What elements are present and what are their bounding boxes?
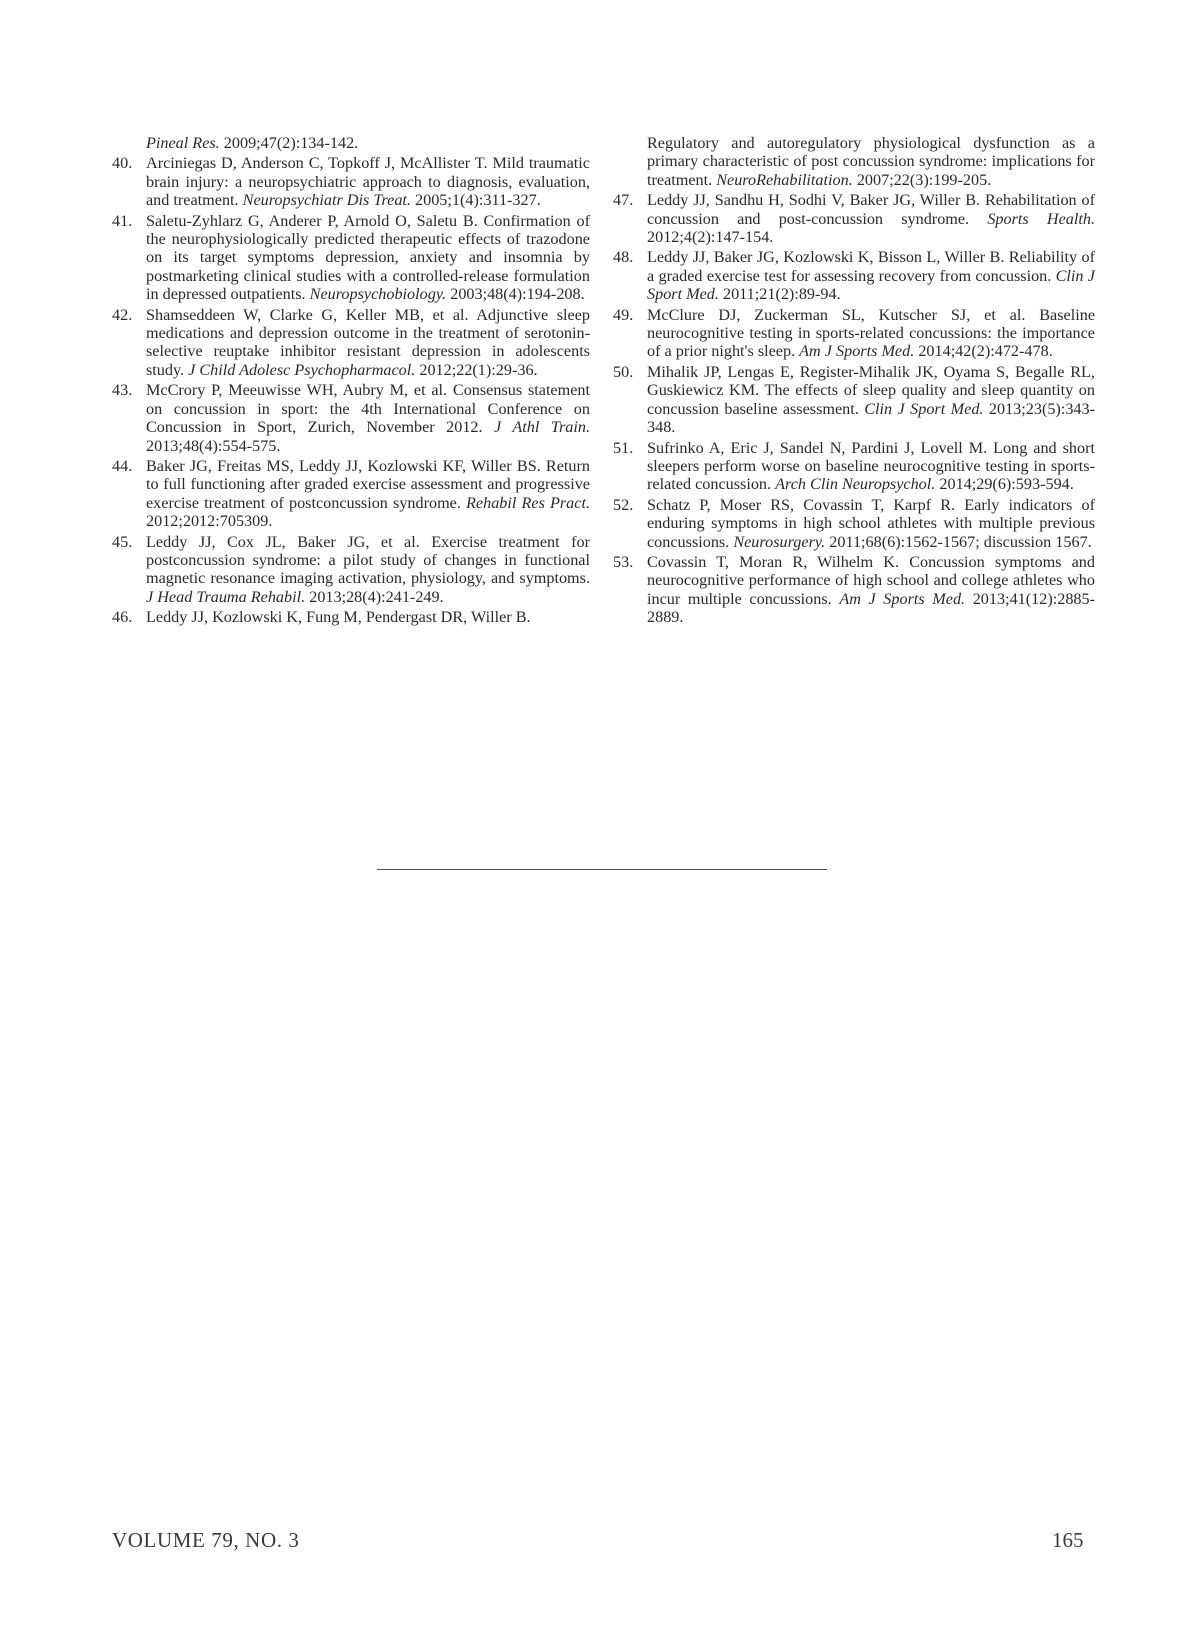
reference-tail: 2013;48(4):554-575. [146, 436, 281, 455]
reference-journal: J Head Trauma Rehabil. [146, 587, 306, 606]
reference-item-51 [613, 439, 1095, 494]
reference-number: 47. [613, 191, 634, 210]
reference-text: Leddy JJ, Kozlowski K, Fung M, Pendergast DR, Willer B. [146, 608, 531, 627]
reference-tail: 2007;22(3):199-205. [852, 170, 992, 189]
reference-journal: Clin J Sport Med. [647, 266, 1095, 304]
reference-item-42 [112, 306, 590, 380]
reference-text: Leddy JJ, Cox JL, Baker JG, et al. Exercise treatment for postconcussion syndrome: a pilot study of changes in functional magnetic resonance imaging activation, physiology, and symptoms. [146, 532, 590, 588]
reference-journal: Pineal Res. [146, 134, 220, 152]
reference-number: 46. [112, 608, 133, 627]
reference-tail: 2003;48(4):194-208. [446, 285, 585, 304]
references-right-column [613, 134, 1095, 629]
reference-item-52 [613, 496, 1095, 551]
reference-item-44 [112, 457, 590, 531]
reference-journal: Sports Health. [987, 209, 1095, 228]
reference-text: Regulatory and autoregulatory physiological dysfunction as a primary characteristic of post concussion syndrome: implications for treatment. [647, 134, 1095, 189]
reference-text: Mihalik JP, Lengas E, Register-Mihalik JK, Oyama S, Begalle RL, Guskiewicz KM. The effects of sleep quality and sleep quantity on concussion baseline assessment. [647, 362, 1095, 418]
reference-journal: Am J Sports Med. [799, 342, 915, 361]
references-left-column [112, 134, 590, 629]
reference-journal: Neuropsychiatr Dis Treat. [242, 191, 411, 210]
reference-journal: Rehabil Res Pract. [466, 493, 590, 512]
reference-number: 44. [112, 456, 133, 475]
reference-text: McClure DJ, Zuckerman SL, Kutscher SJ, et al. Baseline neurocognitive testing in sports-related concussions: the importance of a prior night's sleep. [647, 305, 1095, 361]
reference-number: 43. [112, 381, 133, 400]
reference-text: Shamseddeen W, Clarke G, Keller MB, et al. Adjunctive sleep medications and depression outcome in the treatment of serotonin-selective reuptake inhibitor resistant depression in adolescents study. [146, 305, 590, 379]
reference-text: Schatz P, Moser RS, Covassin T, Karpf R. Early indicators of enduring symptoms in high school athletes with multiple previous concussions. [647, 495, 1095, 551]
reference-text: Arciniegas D, Anderson C, Topkoff J, McAllister T. Mild traumatic brain injury: a neuropsychiatric approach to diagnosis, evaluation, and treatment. [146, 154, 590, 210]
footer-page-number: 165 [1052, 1528, 1084, 1552]
reference-text: Baker JG, Freitas MS, Leddy JJ, Kozlowski KF, Willer BS. Return to full functioning after graded exercise assessment and progressive exercise treatment of postconcussion syndrome. [146, 456, 590, 512]
reference-number: 45. [112, 532, 133, 551]
reference-journal: J Child Adolesc Psychopharmacol. [188, 360, 416, 379]
reference-number: 40. [112, 154, 133, 173]
reference-journal: NeuroRehabilitation. [716, 170, 853, 189]
reference-number: 53. [613, 552, 634, 571]
reference-tail: 2014;42(2):472-478. [914, 342, 1053, 361]
reference-item-47 [613, 191, 1095, 246]
reference-item-41 [112, 212, 590, 304]
reference-number: 42. [112, 305, 133, 324]
reference-tail: 2012;22(1):29-36. [415, 360, 538, 379]
reference-journal: Neurosurgery. [733, 532, 826, 551]
reference-tail: 2012;4(2):147-154. [647, 228, 774, 247]
reference-continuation [613, 134, 1095, 189]
reference-number: 52. [613, 495, 634, 514]
reference-item-50 [613, 363, 1095, 437]
reference-text: Covassin T, Moran R, Wilhelm K. Concussion symptoms and neurocognitive performance of high school and college athletes who incur multiple concussions. [647, 552, 1095, 608]
reference-item-48 [613, 248, 1095, 303]
reference-tail: 2005;1(4):311-327. [410, 191, 541, 210]
reference-journal: J Athl Train. [494, 418, 591, 437]
reference-number: 48. [613, 248, 634, 267]
reference-tail: 2014;29(6):593-594. [935, 475, 1074, 494]
footer-volume: VOLUME 79, NO. 3 [112, 1528, 300, 1552]
reference-tail: 2013;28(4):241-249. [305, 587, 444, 606]
reference-number: 41. [112, 211, 133, 230]
reference-item-43 [112, 381, 590, 455]
reference-tail: 2011;68(6):1562-1567; discussion 1567. [825, 532, 1092, 551]
reference-journal: Neuropsychobiology. [309, 285, 447, 304]
reference-item-45 [112, 533, 590, 607]
reference-item-46 [112, 608, 590, 626]
reference-tail: 2009;47(2):134-142. [219, 134, 359, 152]
reference-tail: 2012;2012:705309. [146, 512, 273, 531]
reference-text: Sufrinko A, Eric J, Sandel N, Pardini J, Lovell M. Long and short sleepers perform worse on baseline neurocognitive testing in sports-related concussion. [647, 438, 1095, 494]
reference-text: Saletu-Zyhlarz G, Anderer P, Arnold O, Saletu B. Confirmation of the neurophysiologically predicted therapeutic effects of trazodone on its target symptoms depression, anxiety and insomnia by postmarketing clinical studies with a controlled-release formulation in depressed outpatients. [146, 211, 590, 304]
reference-item-53 [613, 553, 1095, 627]
reference-tail: 2013;23(5):343-348. [647, 399, 1095, 437]
reference-item-40 [112, 154, 590, 209]
reference-tail: 2011;21(2):89-94. [718, 285, 841, 304]
reference-text: McCrory P, Meeuwisse WH, Aubry M, et al. Consensus statement on concussion in sport: the 4th International Conference on Concussion in Sport, Zurich, November 2012. [146, 381, 590, 437]
reference-text: Leddy JJ, Sandhu H, Sodhi V, Baker JG, Willer B. Rehabilitation of concussion and post-concussion syndrome. [647, 191, 1095, 228]
reference-item-49 [613, 306, 1095, 361]
reference-number: 49. [613, 305, 634, 324]
reference-number: 50. [613, 362, 634, 381]
reference-journal: Clin J Sport Med. [864, 399, 984, 418]
reference-text: Leddy JJ, Baker JG, Kozlowski K, Bisson L, Willer B. Reliability of a graded exercise test for assessing recovery from concussion. [647, 248, 1095, 285]
reference-number: 51. [613, 438, 634, 457]
reference-journal: Am J Sports Med. [839, 589, 966, 608]
reference-continuation [112, 134, 590, 152]
reference-tail: 2013;41(12):2885-2889. [647, 589, 1096, 627]
reference-journal: Arch Clin Neuropsychol. [775, 475, 936, 494]
section-divider [377, 869, 827, 870]
